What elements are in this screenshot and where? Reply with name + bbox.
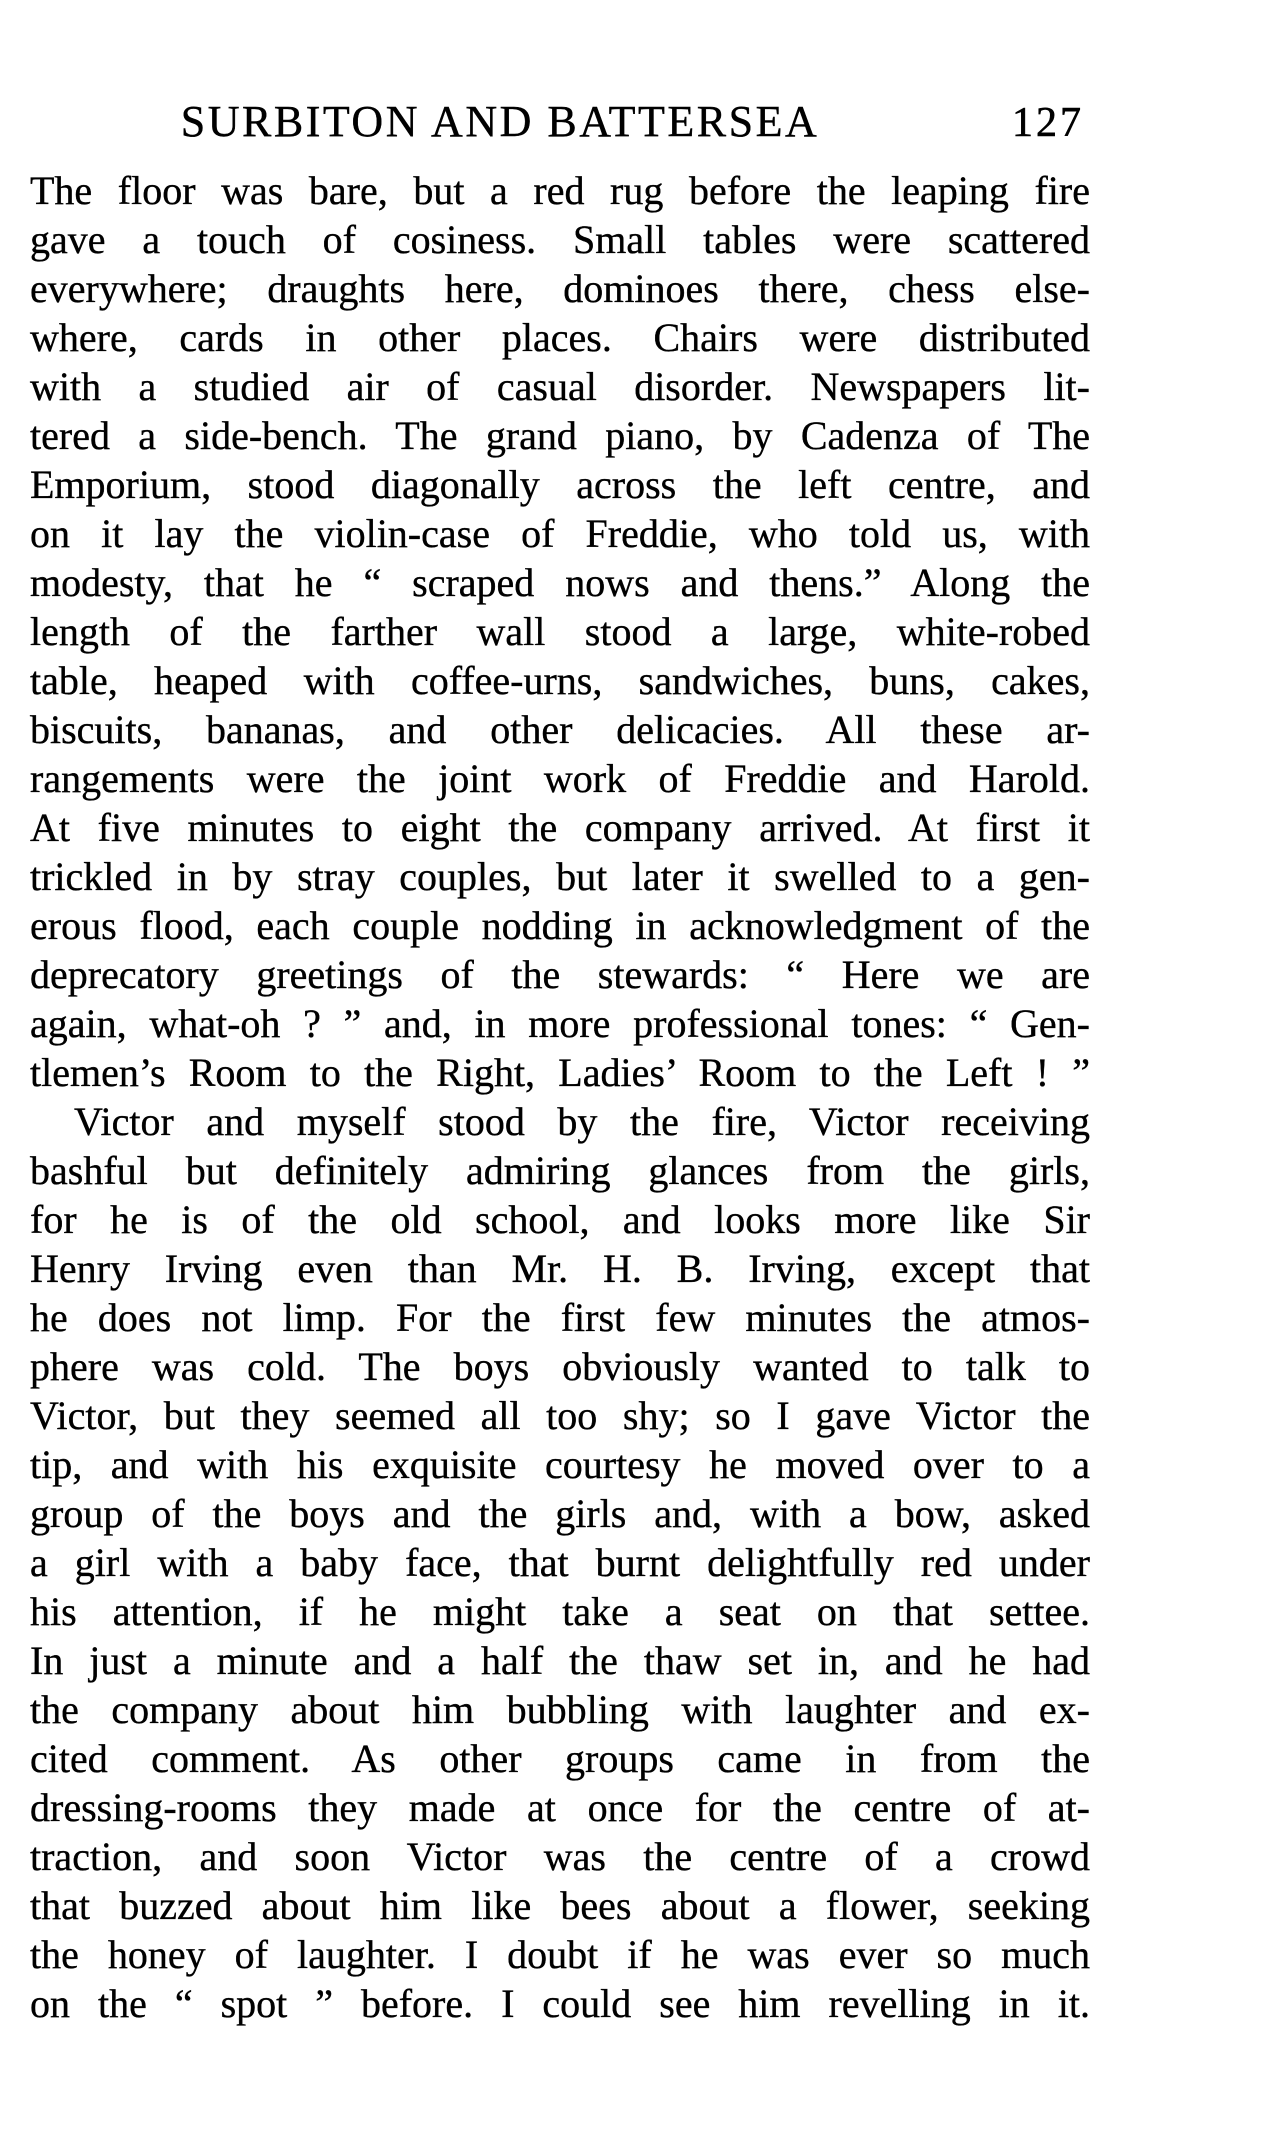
- text-line: he does not limp. For the first few minutes the atmos-: [30, 1295, 1090, 1340]
- text-line: trickled in by stray couples, but later it swelled to a gen-: [30, 854, 1090, 899]
- page-number: 127: [1012, 100, 1084, 146]
- text-line: traction, and soon Victor was the centre of a crowd: [30, 1834, 1090, 1879]
- text-line: again, what-oh ? ” and, in more professional tones: “ Gen-: [30, 1001, 1090, 1046]
- text-line: length of the farther wall stood a large, white-robed: [30, 609, 1090, 654]
- text-line: tlemen’s Room to the Right, Ladies’ Room to the Left ! ”: [30, 1050, 1090, 1095]
- text-line: on the “ spot ” before. I could see him revelling in it.: [30, 1981, 1090, 2026]
- text-line: table, heaped with coffee-urns, sandwiches, buns, cakes,: [30, 658, 1090, 703]
- text-line: for he is of the old school, and looks more like Sir: [30, 1197, 1090, 1242]
- text-line: group of the boys and the girls and, with a bow, asked: [30, 1491, 1090, 1536]
- text-line: The floor was bare, but a red rug before the leaping fire: [30, 168, 1090, 213]
- text-line: modesty, that he “ scraped nows and thens.” Along the: [30, 560, 1090, 605]
- text-line: In just a minute and a half the thaw set in, and he had: [30, 1638, 1090, 1683]
- text-line: dressing-rooms they made at once for the centre of at-: [30, 1785, 1090, 1830]
- text-line: rangements were the joint work of Freddie and Harold.: [30, 756, 1090, 801]
- text-line: deprecatory greetings of the stewards: “ Here we are: [30, 952, 1090, 997]
- text-line: bashful but definitely admiring glances from the girls,: [30, 1148, 1090, 1193]
- text-line: the honey of laughter. I doubt if he was ever so much: [30, 1932, 1090, 1977]
- text-line: erous flood, each couple nodding in acknowledgment of the: [30, 903, 1090, 948]
- text-line: on it lay the violin-case of Freddie, who told us, with: [30, 511, 1090, 556]
- text-line: a girl with a baby face, that burnt delightfully red under: [30, 1540, 1090, 1585]
- text-line: Henry Irving even than Mr. H. B. Irving, except that: [30, 1246, 1090, 1291]
- text-line: Victor and myself stood by the fire, Victor receiving: [74, 1099, 1090, 1144]
- text-line: tip, and with his exquisite courtesy he moved over to a: [30, 1442, 1090, 1487]
- text-line: gave a touch of cosiness. Small tables were scattered: [30, 217, 1090, 262]
- page-header: [30, 96, 1090, 150]
- text-line: tered a side-bench. The grand piano, by Cadenza of The: [30, 413, 1090, 458]
- text-line: Victor, but they seemed all too shy; so I gave Victor the: [30, 1393, 1090, 1438]
- text-line: with a studied air of casual disorder. Newspapers lit-: [30, 364, 1090, 409]
- text-line: Emporium, stood diagonally across the left centre, and: [30, 462, 1090, 507]
- text-line: cited comment. As other groups came in from the: [30, 1736, 1090, 1781]
- running-title: SURBITON AND BATTERSEA: [180, 97, 820, 146]
- text-line: where, cards in other places. Chairs were distributed: [30, 315, 1090, 360]
- text-line: At five minutes to eight the company arrived. At first it: [30, 805, 1090, 850]
- text-line: the company about him bubbling with laughter and ex-: [30, 1687, 1090, 1732]
- text-line: that buzzed about him like bees about a flower, seeking: [30, 1883, 1090, 1928]
- text-line: his attention, if he might take a seat on that settee.: [30, 1589, 1090, 1634]
- text-line: phere was cold. The boys obviously wanted to talk to: [30, 1344, 1090, 1389]
- text-line: biscuits, bananas, and other delicacies. All these ar-: [30, 707, 1090, 752]
- page-body: [30, 166, 1090, 2028]
- text-line: everywhere; draughts here, dominoes there, chess else-: [30, 266, 1090, 311]
